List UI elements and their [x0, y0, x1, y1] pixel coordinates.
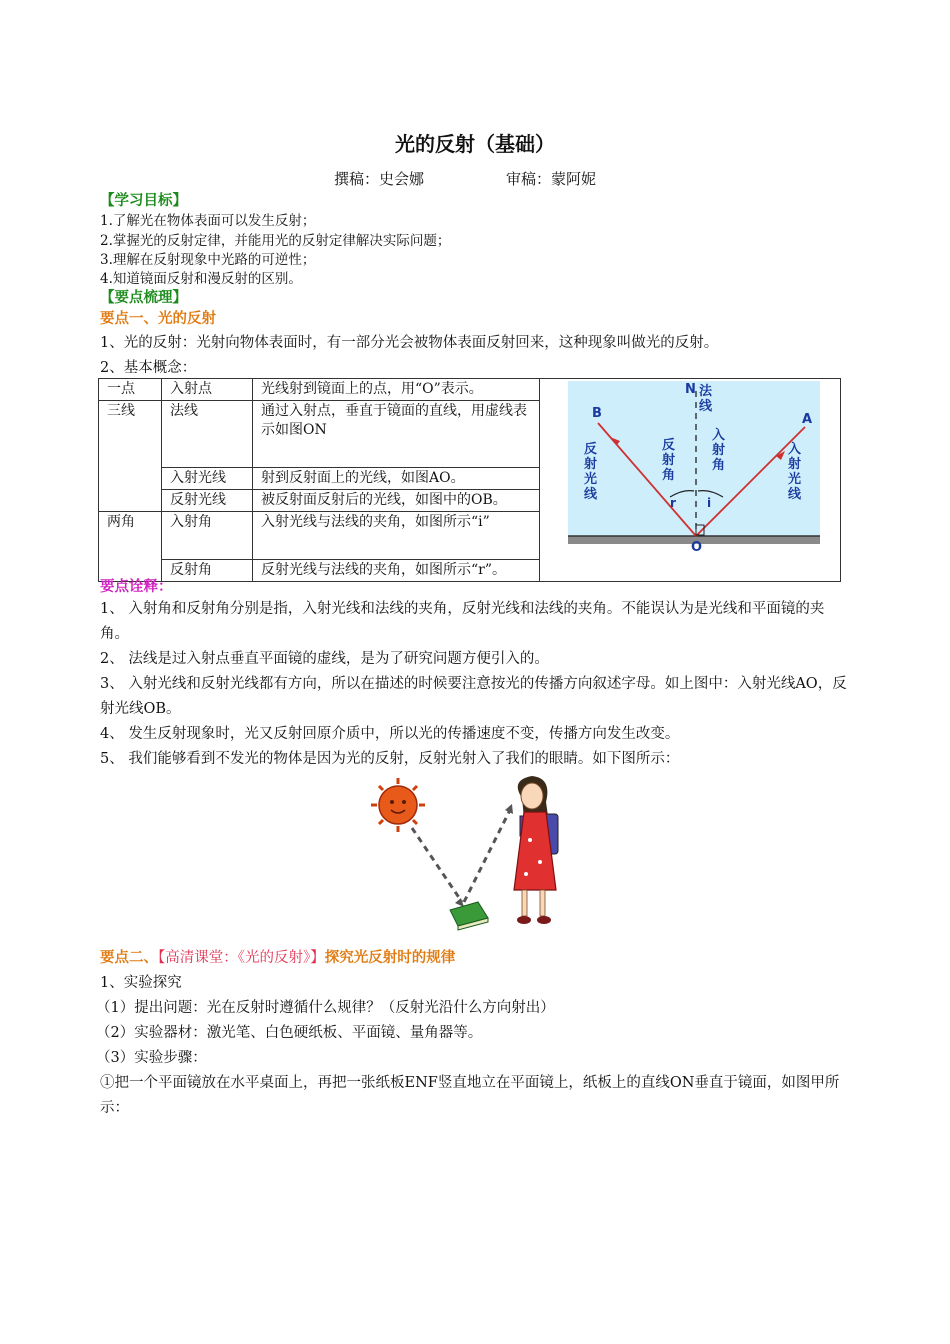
incident-angle-label-char: 角 [712, 458, 726, 473]
book-icon [450, 902, 488, 930]
label-A: A [802, 412, 813, 427]
reflection-diagram [540, 379, 840, 575]
table-desc: 入射光线与法线的夹角，如图所示“i” [253, 512, 540, 560]
table-term: 入射点 [162, 379, 253, 401]
note-item: 4、 发生反射现象时，光又反射回原介质中，所以光的传播速度不变，传播方向发生改变。 [100, 726, 680, 742]
incident-ray-label-char: 射 [788, 457, 802, 472]
sun-book-girl-illustration [360, 770, 600, 940]
note-item: 2、 法线是过入射点垂直平面镜的虚线，是为了研究问题方便引入的。 [100, 651, 549, 667]
incident-angle-label-char: 入 [712, 428, 726, 443]
experiment-step: 1、实验探究 [100, 975, 182, 991]
sun-icon [371, 778, 425, 832]
goals-header: 【学习目标】 [100, 193, 187, 209]
point1-definition: 1、光的反射：光射向物体表面时，有一部分光会被物体表面反射回来，这种现象叫做光的反射。 [100, 335, 719, 351]
reflect-angle-label-char: 射 [662, 453, 676, 468]
label-r: r [670, 496, 676, 510]
writer: 撰稿：史会娜 [334, 170, 425, 188]
reviewer: 审稿：蒙阿妮 [506, 170, 597, 188]
reflected-ray-label-char: 反 [584, 442, 598, 457]
goal-item: 4.知道镜面反射和漫反射的区别。 [100, 271, 302, 287]
point2-header [100, 948, 455, 968]
normal-label-char: 法 [699, 384, 713, 399]
label-O: O [691, 540, 703, 555]
arrow-to-book [455, 898, 464, 907]
incident-ray-label-char: 入 [788, 442, 802, 457]
reflect-angle-label-char: 角 [662, 468, 676, 483]
table-term: 反射角 [162, 560, 253, 582]
incident-angle-label-char: 射 [712, 443, 726, 458]
point1-header: 要点一、光的反射 [100, 311, 216, 327]
table-desc: 反射光线与法线的夹角，如图所示“r”。 [253, 560, 540, 582]
reflected-ray-label-char: 光 [584, 472, 598, 487]
page-title: 光的反射（基础） [395, 132, 555, 156]
notes-header: 要点诠释： [100, 579, 173, 595]
light-path-to-book [412, 828, 462, 902]
authors [334, 168, 596, 189]
experiment-step: （3）实验步骤： [96, 1050, 207, 1066]
table-group: 一点 [99, 379, 162, 401]
reflection-diagram-cell [540, 379, 841, 582]
label-B: B [592, 406, 602, 421]
note-item: 3、 入射光线和反射光线都有方向，所以在描述的时候要注意按光的传播方向叙述字母。如上图中：入射光线AO，反射光线OB。 [100, 676, 847, 717]
reflected-ray-label-char: 线 [584, 487, 598, 502]
note-item: 1、 入射角和反射角分别是指，入射光线和法线的夹角，反射光线和法线的夹角。不能误认为是光线和平面镜的夹角。 [100, 601, 825, 642]
table-desc: 射到反射面上的光线，如图AO。 [253, 468, 540, 490]
table-desc: 被反射面反射后的光线，如图中的OB。 [253, 490, 540, 512]
experiment-step: （1）提出问题：光在反射时遵循什么规律？（反射光沿什么方向射出） [96, 1000, 555, 1016]
points-header: 【要点梳理】 [100, 290, 187, 306]
point2-classroom-link[interactable]: 【高清课堂：《光的反射》】 [158, 950, 325, 966]
experiment-step: （2）实验器材：激光笔、白色硬纸板、平面镜、量角器等。 [96, 1025, 483, 1041]
note-item: 5、 我们能够看到不发光的物体是因为光的反射，反射光射入了我们的眼睛。如下图所示： [100, 751, 680, 767]
table-term: 入射角 [162, 512, 253, 560]
table-group: 两角 [99, 512, 162, 582]
goal-item: 3.理解在反射现象中光路的可逆性； [100, 252, 316, 268]
table-desc: 光线射到镜面上的点，用“O”表示。 [253, 379, 540, 401]
label-i: i [707, 496, 712, 510]
reflected-ray-label-char: 射 [584, 457, 598, 472]
incident-ray-label-char: 线 [788, 487, 802, 502]
table-desc: 通过入射点，垂直于镜面的直线，用虚线表示如图ON [253, 401, 540, 468]
diagram-background [568, 381, 820, 543]
table-group: 三线 [99, 401, 162, 512]
reflect-angle-label-char: 反 [662, 438, 676, 453]
table-term: 反射光线 [162, 490, 253, 512]
incident-ray-label-char: 光 [788, 472, 802, 487]
point2-prefix: 要点二、 [100, 950, 158, 966]
concepts-table [98, 378, 841, 582]
experiment-step: ①把一个平面镜放在水平桌面上，再把一张纸板ENF竖直地立在平面镜上，纸板上的直线ON垂直于镜面，如图甲所示： [100, 1075, 840, 1116]
point2-suffix: 探究光反射时的规律 [324, 950, 456, 966]
table-term: 法线 [162, 401, 253, 468]
table-term: 入射光线 [162, 468, 253, 490]
normal-label-char: 线 [699, 399, 713, 414]
goal-item: 2.掌握光的反射定律，并能用光的反射定律解决实际问题； [100, 233, 451, 249]
label-N: N [685, 382, 696, 397]
light-path-to-eye [464, 810, 510, 902]
girl-figure [514, 776, 558, 924]
point1-concepts: 2、基本概念： [100, 360, 197, 376]
goal-item: 1.了解光在物体表面可以发生反射； [100, 213, 316, 229]
